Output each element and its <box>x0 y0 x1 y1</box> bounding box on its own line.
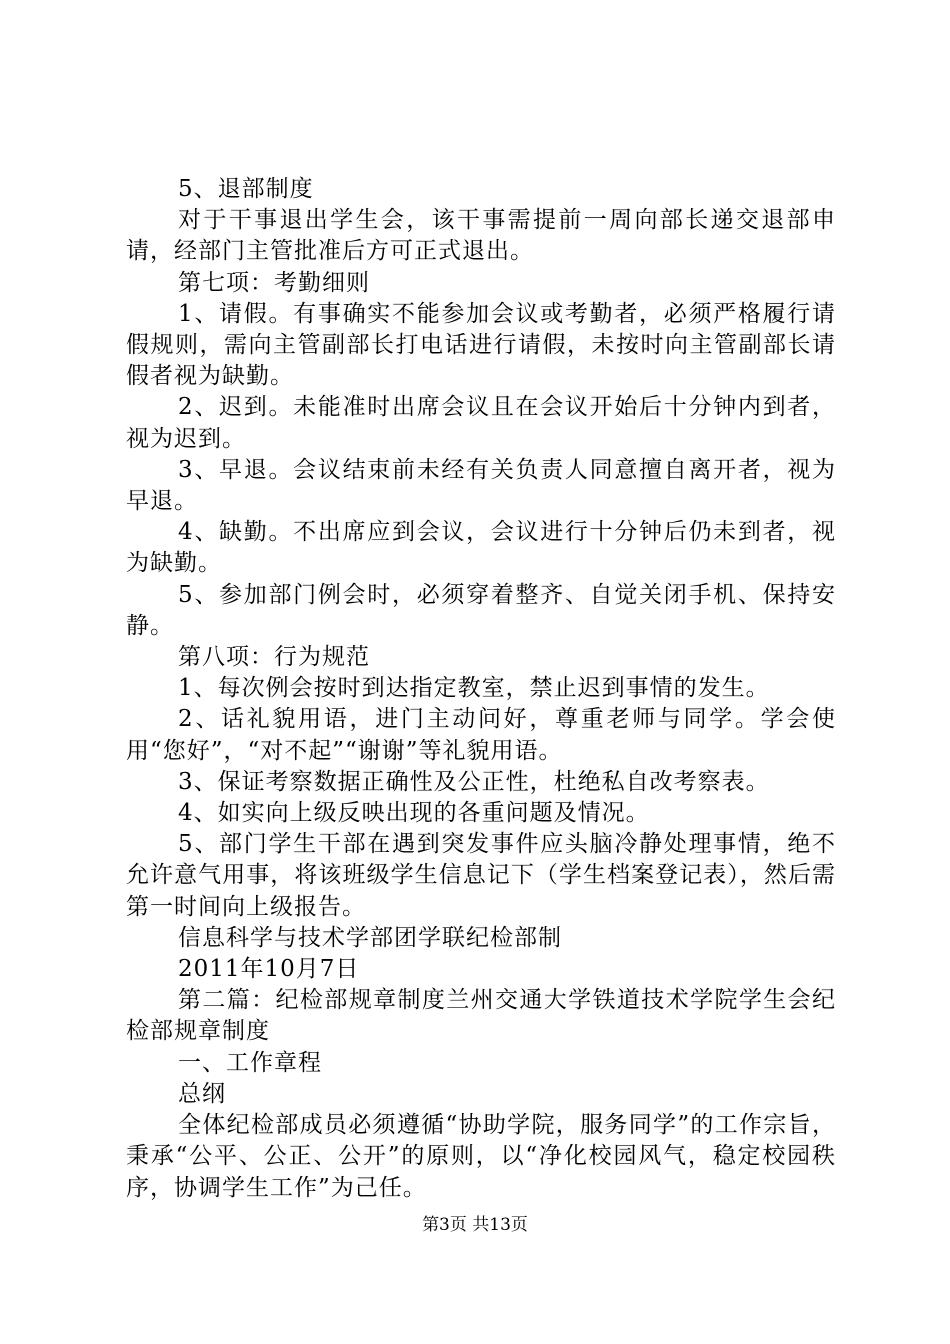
section-heading: 第八项：行为规范 <box>178 644 370 671</box>
paragraph: 5、部门学生干部在遇到突发事件应头脑冷静处理事情，绝不允许意气用事，将该班级学生信息记下（学生档案登记表），然后需第一时间向上级报告。 <box>126 831 836 920</box>
paragraph: 4、如实向上级反映出现的各重问题及情况。 <box>178 800 650 827</box>
paragraph: 5、参加部门例会时，必须穿着整齐、自觉关闭手机、保持安静。 <box>126 581 836 639</box>
chapter-heading: 第二篇：纪检部规章制度兰州交通大学铁道技术学院学生会纪检部规章制度 <box>126 987 836 1045</box>
date-line: 2011年10月7日 <box>178 956 360 983</box>
paragraph: 对于干事退出学生会，该干事需提前一周向部长递交退部申请，经部门主管批准后方可正式退出。 <box>126 207 836 265</box>
paragraph: 4、缺勤。不出席应到会议，会议进行十分钟后仍未到者，视为缺勤。 <box>126 519 836 577</box>
paragraph: 2、话礼貌用语，进门主动问好，尊重老师与同学。学会使用“您好”，“对不起”“谢谢”等礼貌用语。 <box>126 706 836 764</box>
paragraph: 1、每次例会按时到达指定教室，禁止迟到事情的发生。 <box>178 675 770 702</box>
section-heading: 一、工作章程 <box>178 1049 322 1076</box>
paragraph: 1、请假。有事确实不能参加会议或考勤者，必须严格履行请假规则，需向主管副部长打电话进行请假，未按时向主管副部长请假者视为缺勤。 <box>126 300 836 390</box>
page-footer <box>0 1214 950 1236</box>
document-body <box>126 174 836 1204</box>
paragraph: 3、保证考察数据正确性及公正性，杜绝私自改考察表。 <box>178 768 770 795</box>
signature-line: 信息科学与技术学部团学联纪检部制 <box>178 924 562 951</box>
section-heading: 总纲 <box>178 1080 226 1107</box>
section-heading: 第七项：考勤细则 <box>178 269 370 296</box>
section-heading: 5、退部制度 <box>178 176 314 202</box>
paragraph: 全体纪检部成员必须遵循“协助学院，服务同学”的工作宗旨，秉承“公平、公正、公开”的原则，以“净化校园风气，稳定校园秩序，协调学生工作”为己任。 <box>126 1112 836 1201</box>
paragraph: 3、早退。会议结束前未经有关负责人同意擅自离开者，视为早退。 <box>126 456 836 515</box>
page-number-label: 第3页 共13页 <box>422 1215 528 1235</box>
paragraph: 2、迟到。未能准时出席会议且在会议开始后十分钟内到者，视为迟到。 <box>126 394 836 452</box>
